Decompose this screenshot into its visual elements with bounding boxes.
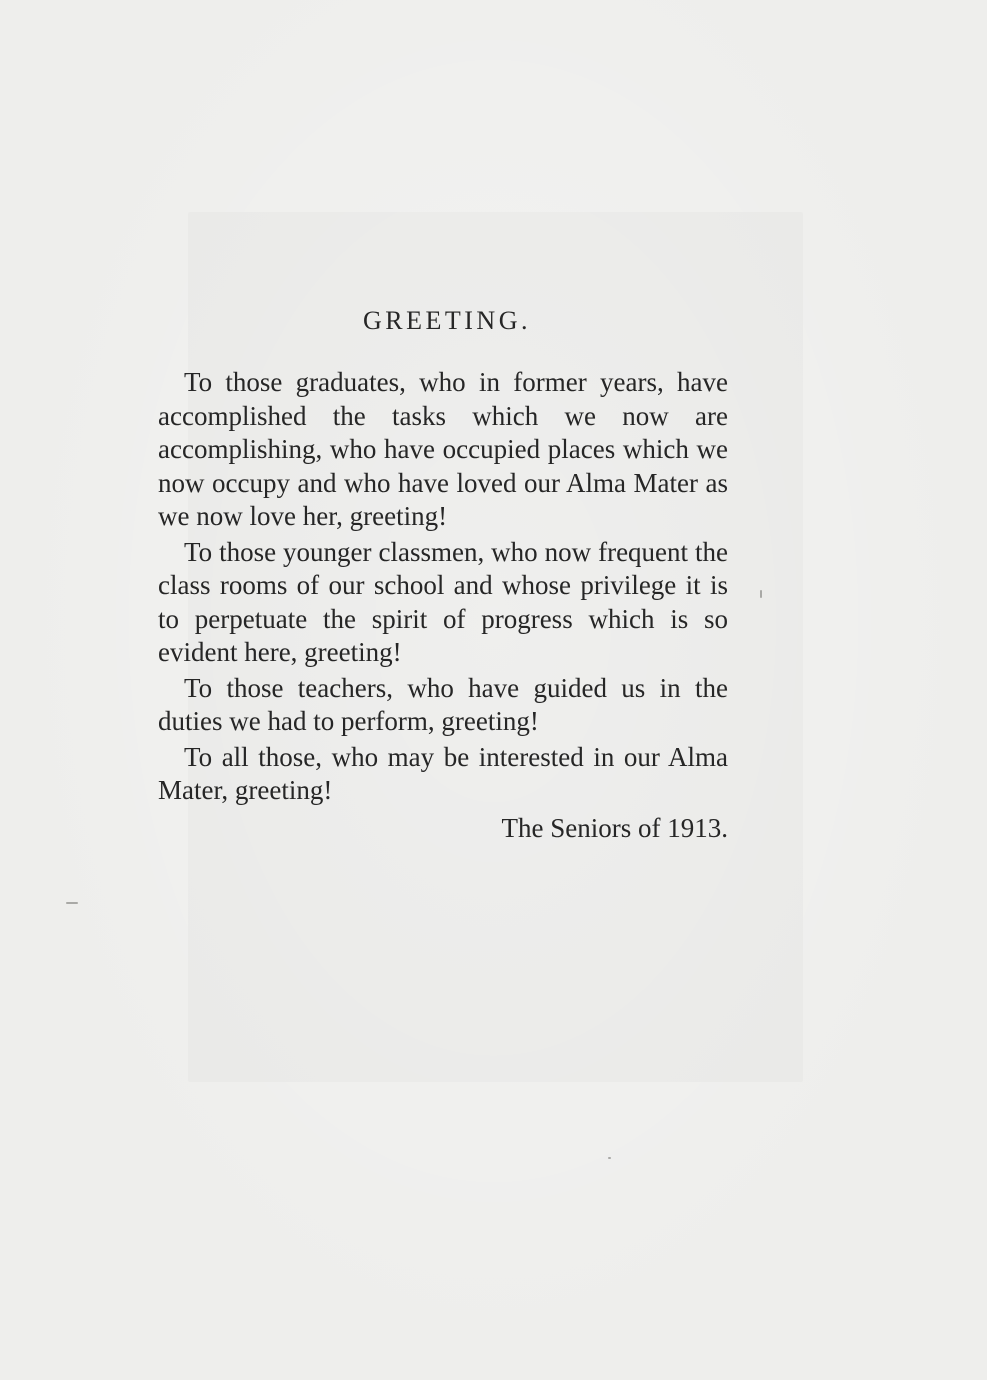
paper-speck — [608, 1157, 611, 1159]
paragraph-classmen: To those younger classmen, who now frequent the class rooms of our school and whose privilege it is to perpetuate the spirit of progress which is so evident here, greeting! — [158, 536, 728, 667]
signature: The Seniors of 1913. — [501, 812, 728, 843]
greeting-text-column — [158, 306, 728, 845]
paper-speck — [760, 590, 762, 598]
paragraph-teachers: To those teachers, who have guided us in the duties we had to perform, greeting! — [158, 672, 728, 736]
paragraph-graduates: To those graduates, who in former years, have accomplished the tasks which we now are accomplishing, who have occupied places which we now occupy and who have loved our Alma Mater as we now love her, greeting! — [158, 367, 728, 531]
paper-speck — [66, 902, 78, 904]
page-title: GREETING. — [363, 306, 531, 335]
paragraph-all-those: To all those, who may be interested in our Alma Mater, greeting! — [158, 741, 728, 805]
